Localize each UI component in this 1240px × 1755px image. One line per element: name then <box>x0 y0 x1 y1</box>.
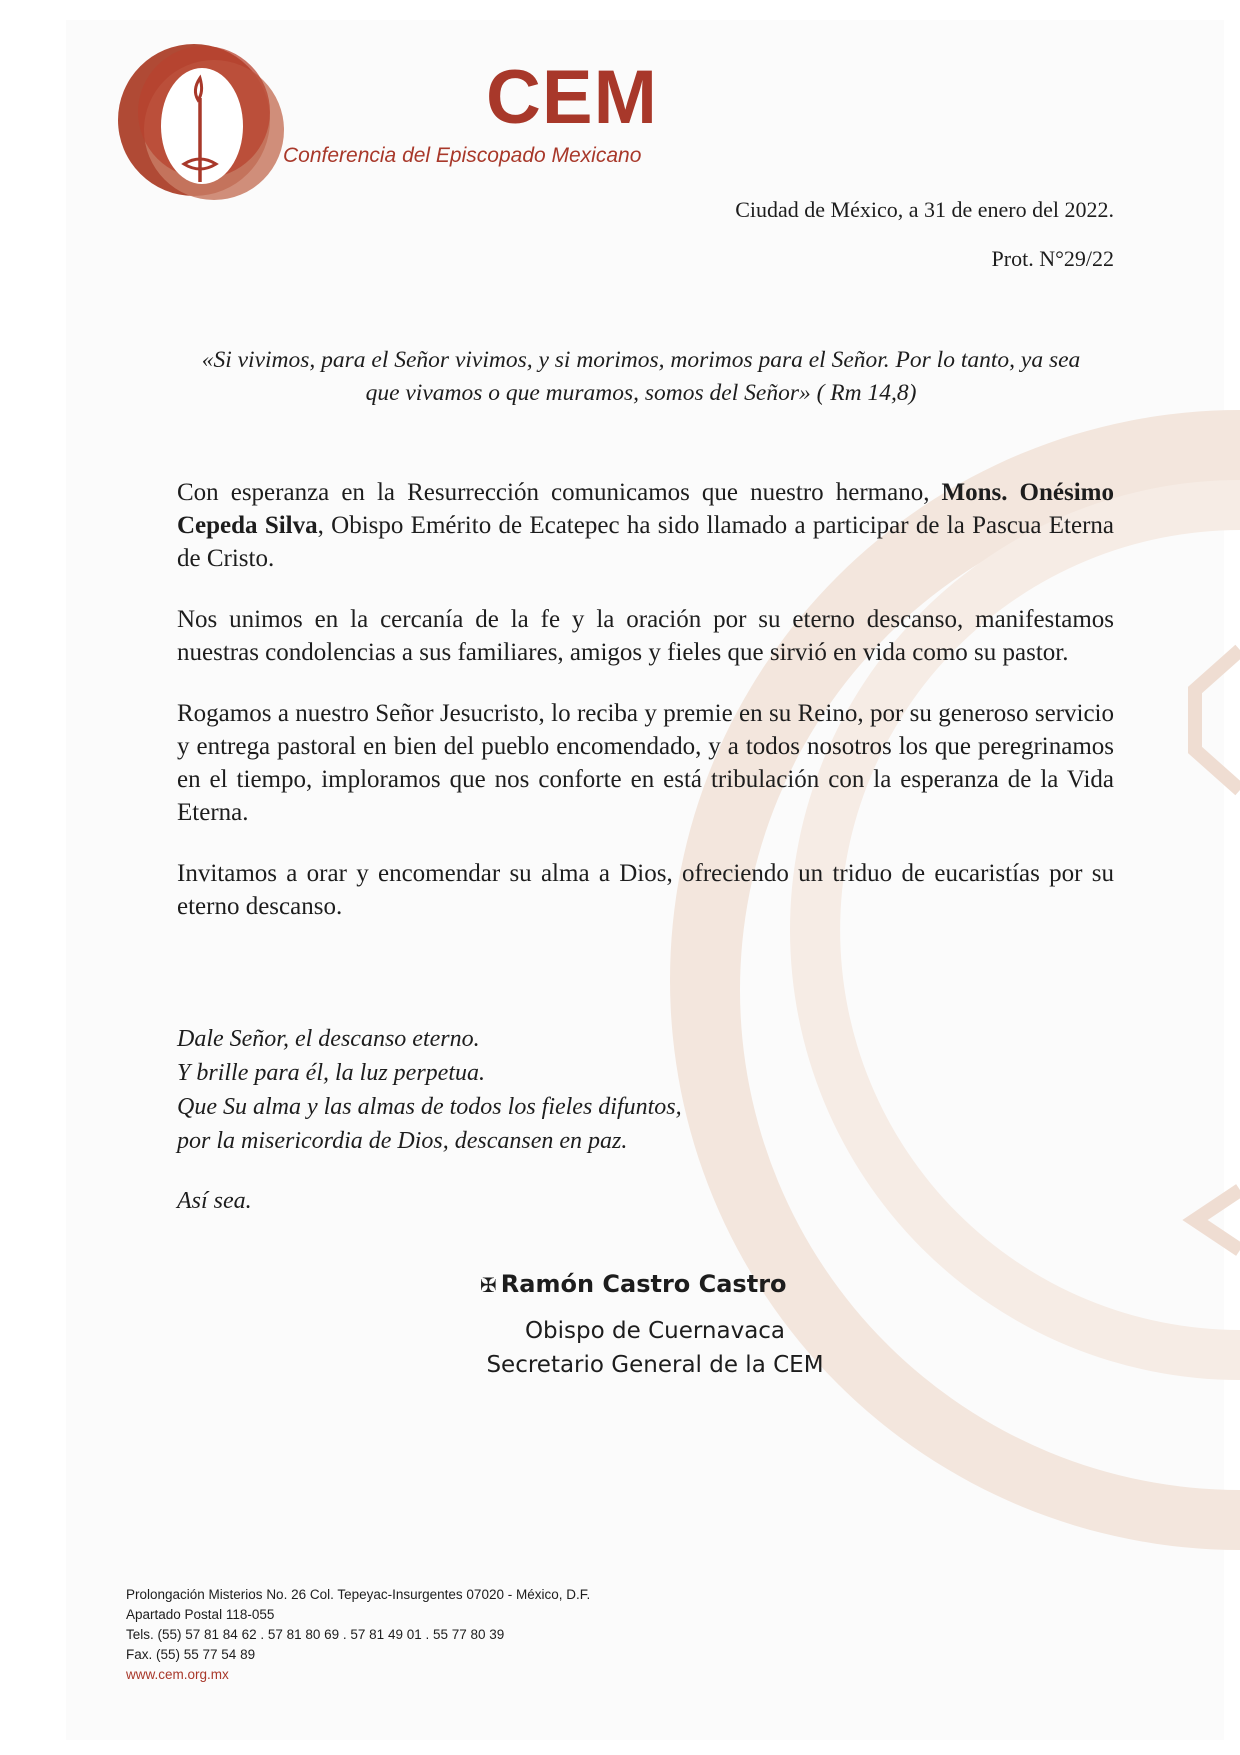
signer-name: Ramón Castro Castro <box>500 1270 787 1298</box>
footer-contact <box>126 1585 590 1685</box>
prayer-line: Que Su alma y las almas de todos los fieles difuntos, <box>177 1094 682 1120</box>
org-name: Conferencia del Episcopado Mexicano <box>283 144 642 167</box>
verse-line-2: que vivamos o que muramos, somos del Señor» ( Rm 14,8) <box>365 380 917 406</box>
footer-website-link[interactable]: www.cem.org.mx <box>126 1667 229 1682</box>
closing-amen: Así sea. <box>177 1188 252 1214</box>
cross-icon: ✠ <box>480 1273 497 1297</box>
cem-logo-icon <box>118 36 298 208</box>
footer-po-box: Apartado Postal 118-055 <box>126 1607 275 1622</box>
signature-name <box>480 1270 787 1298</box>
org-acronym: CEM <box>486 55 658 140</box>
protocol-number: Prot. N°29/22 <box>991 246 1114 271</box>
prayer-line: por la misericordia de Dios, descansen en paz. <box>177 1128 628 1154</box>
bible-verse <box>178 344 1104 410</box>
deceased-name: Mons. Onésimo Cepeda Silva <box>177 479 1114 539</box>
prayer <box>177 1022 682 1158</box>
paragraph-2: Nos unimos en la cercanía de la fe y la oración por su eterno descanso, manifestamos nuestras condolencias a sus familiares, amigos y fieles que sirvió en vida como su pastor. <box>177 606 1114 666</box>
prayer-line: Y brille para él, la luz perpetua. <box>177 1060 485 1086</box>
footer-phones: Tels. (55) 57 81 84 62 . 57 81 80 69 . 57 81 49 01 . 55 77 80 39 <box>126 1627 505 1642</box>
signer-title-1: Obispo de Cuernavaca <box>524 1318 786 1344</box>
prayer-line: Dale Señor, el descanso eterno. <box>177 1026 480 1052</box>
verse-line-1: «Si vivimos, para el Señor vivimos, y si morimos, morimos para el Señor. Por lo tanto, ya sea <box>201 347 1081 373</box>
signer-title-2: Secretario General de la CEM <box>486 1352 824 1378</box>
paragraph-4: Invitamos a orar y encomendar su alma a Dios, ofreciendo un triduo de eucaristías por su eterno descanso. <box>177 860 1114 920</box>
paragraph-3: Rogamos a nuestro Señor Jesucristo, lo reciba y premie en su Reino, por su generoso servicio y entrega pastoral en bien del pueblo encomendado, y a todos nosotros los que peregrinamos en el tiempo, imploramos que nos conforte en está tribulación con la esperanza de la Vida Eterna. <box>177 700 1114 826</box>
letter-body <box>177 476 1114 951</box>
footer-address: Prolongación Misterios No. 26 Col. Tepeyac-Insurgentes 07020 - México, D.F. <box>126 1587 591 1602</box>
paragraph-1 <box>177 476 1114 575</box>
paragraph-1-end: , Obispo Emérito de Ecatepec ha sido llamado a participar de la Pascua Eterna de Cristo. <box>177 512 1114 572</box>
paragraph-1-start: Con esperanza en la Resurrección comunicamos que nuestro hermano, <box>177 479 942 506</box>
date-line: Ciudad de México, a 31 de enero del 2022. <box>735 197 1114 222</box>
footer-fax: Fax. (55) 55 77 54 89 <box>126 1647 256 1662</box>
